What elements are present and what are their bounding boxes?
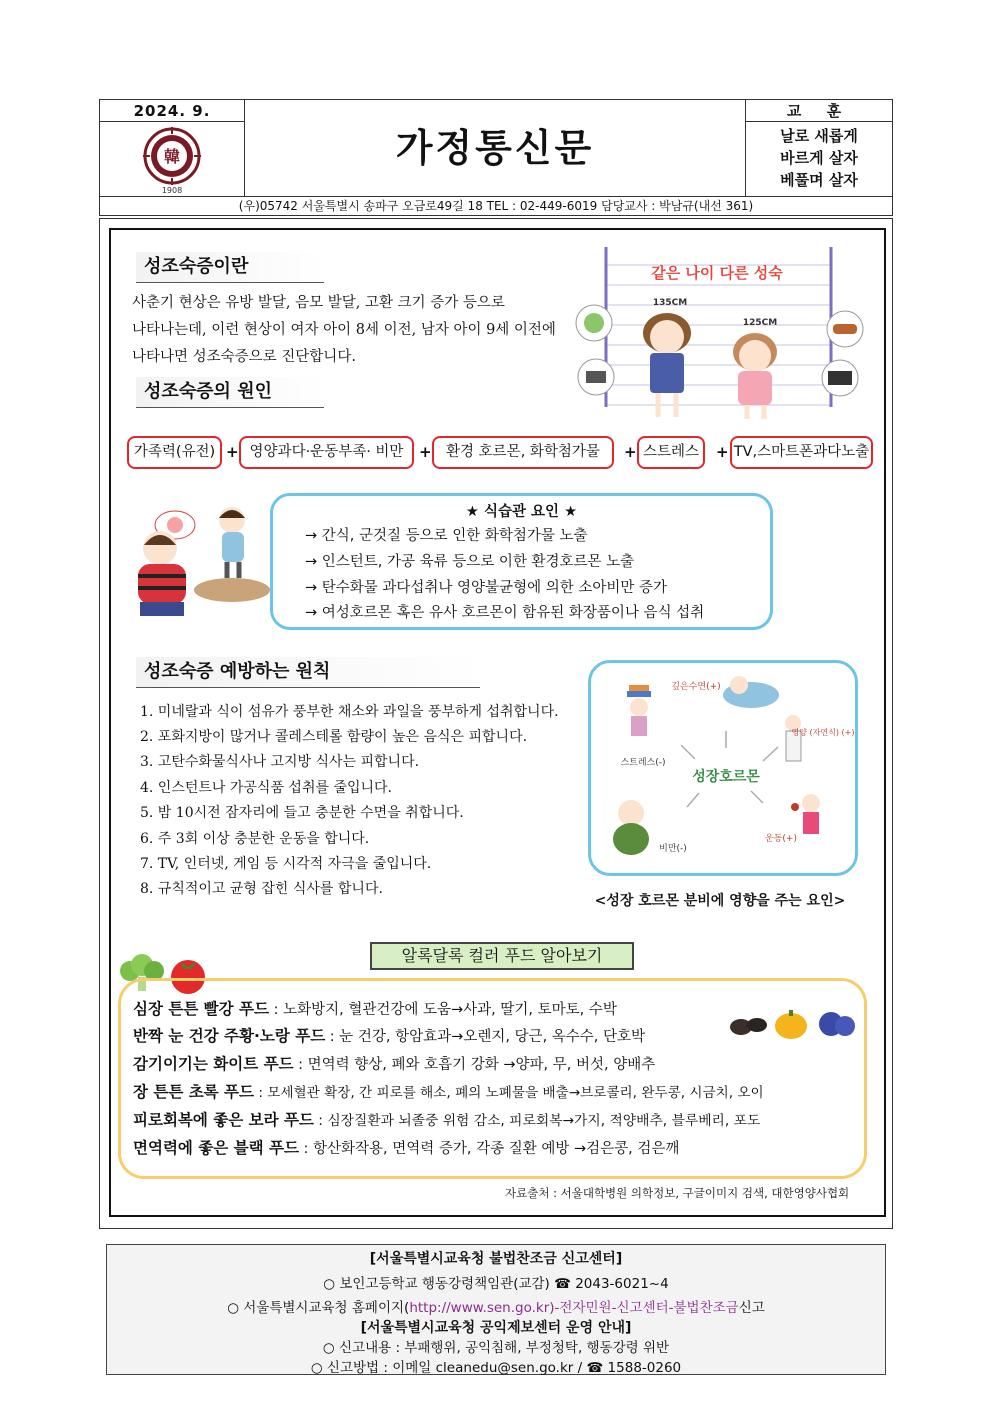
section-title-definition: 성조숙증이란 [136, 252, 324, 283]
height-label-right: 125CM [742, 318, 778, 328]
color-food-title: 알록달록 컬러 푸드 알아보기 [370, 942, 634, 970]
date: 2024. 9. [100, 100, 245, 122]
definition-text [132, 290, 572, 371]
source-credit: 자료출처 : 서울대학병원 의학정보, 구글이미지 검색, 대한영양사협회 [505, 1186, 850, 1200]
illustration-title: 같은 나이 다른 성숙 [651, 264, 783, 282]
section-title-prevention: 성조숙증 예방하는 원칙 [136, 657, 480, 688]
report-line: ○ 신고방법 : 이메일 cleanedu@sen.go.kr / ☎ 1588-0260 [310, 1360, 682, 1376]
report-title-donation: [서울특별시교육청 불법찬조금 신고센터] [369, 1251, 623, 1267]
prevention-rule: 4. 인스턴트나 가공식품 섭취를 줄입니다. [140, 780, 392, 796]
habit-item: → 인스턴트, 가공 육류 등으로 이한 환경호르몬 노출 [305, 554, 635, 570]
report-link[interactable]: http://www.sen.go.kr)-전자민원-신고센터-불법찬조금 [409, 1300, 739, 1316]
eating-kids-illustration [120, 490, 270, 630]
prevention-rule: 2. 포화지방이 많거나 콜레스테롤 함량이 높은 음식은 피합니다. [140, 729, 528, 745]
report-text: ○ 서울특별시교육청 홈페이지( [227, 1300, 410, 1316]
habit-item: → 탄수화물 과다섭취나 영양불균형에 의한 소아비만 증가 [305, 580, 667, 596]
growth-illustration [570, 245, 875, 425]
definition-line: 사춘기 현상은 유방 발달, 음모 발달, 고환 크기 증가 등으로 [132, 295, 505, 311]
diagram-center: 성장호르몬 [692, 769, 760, 785]
plus-sign: + [226, 443, 239, 461]
cause-environment-hormone: 환경 호르몬, 화학첨가물 [432, 436, 614, 469]
factor-sleep: 깊은수면(+) [671, 682, 721, 692]
diagram-caption: <성장 호르몬 분비에 영향을 주는 요인> [594, 893, 846, 909]
factor-obesity: 비만(-) [659, 844, 687, 854]
header-table [99, 99, 893, 216]
definition-line: 나타나는데, 이런 현상이 여자 아이 8세 이전, 남자 아이 9세 이전에 [132, 322, 556, 338]
definition-line: 나타나면 성조숙증으로 진단합니다. [132, 349, 356, 365]
stressed-kid-icon [627, 685, 651, 736]
report-line: ○ 신고내용 : 부패행위, 공익침해, 부정청탁, 행동강령 위반 [322, 1340, 670, 1356]
food-red [133, 997, 617, 1019]
habit-item: → 간식, 군것질 등으로 인한 화학첨가물 노출 [305, 528, 588, 544]
food-category: 반짝 눈 건강 주황·노랑 푸드 [133, 1027, 326, 1045]
food-white [133, 1052, 655, 1074]
motto-line: 베풀며 살자 [780, 171, 858, 189]
food-description: : 심장질환과 뇌졸중 위험 감소, 피로회복→가지, 적양배추, 블루베리, 포도 [313, 1113, 761, 1129]
svg-text:韓: 韓 [163, 147, 181, 166]
cause-tv-smartphone: TV,스마트폰과다노출 [730, 436, 873, 469]
food-description: : 노화방지, 혈관건강에 도움→사과, 딸기, 토마토, 수박 [268, 1002, 617, 1018]
plus-sign: + [716, 443, 729, 461]
food-description: : 눈 건강, 항암효과→오렌지, 당근, 옥수수, 단호박 [325, 1029, 646, 1045]
motto-label: 교 훈 [745, 100, 892, 122]
factor-exercise: 운동(+) [765, 834, 797, 844]
motto-line: 바르게 살자 [780, 149, 858, 167]
growth-hormone-diagram [588, 660, 858, 876]
factor-stress: 스트레스(-) [620, 758, 666, 768]
food-description: : 모세혈관 확장, 간 피로를 해소, 폐의 노폐물을 배출→브로콜리, 완두콩, 시금치, 오이 [254, 1085, 764, 1101]
page-title: 가정통신문 [395, 126, 595, 170]
food-category: 피로회복에 좋은 보라 푸드 [133, 1111, 314, 1129]
food-description: : 면역력 향상, 폐와 호흡기 강화 →양파, 무, 버섯, 양배추 [293, 1057, 656, 1073]
food-black [133, 1136, 679, 1158]
height-label-left: 135CM [652, 298, 688, 308]
section-title-causes: 성조숙증의 원인 [136, 377, 324, 408]
food-category: 심장 튼튼 빨강 푸드 [133, 1000, 269, 1018]
prevention-rule: 7. TV, 인터넷, 게임 등 시각적 자극을 줄입니다. [140, 856, 432, 872]
school-logo [100, 122, 245, 196]
report-line: ○ 보인고등학교 행동강령책임관(교감) ☎ 2043-6021~4 [323, 1276, 669, 1292]
plus-sign: + [624, 443, 637, 461]
report-text: 신고 [738, 1300, 765, 1316]
school-address: (우)05742 서울특별시 송파구 오금로49길 18 TEL : 02-449-6019 담당교사 : 박남규(내선 361) [100, 196, 892, 215]
prevention-rule: 3. 고탄수화물식사나 고지방 식사는 피합니다. [140, 754, 420, 770]
food-green [133, 1080, 764, 1102]
prevention-rule: 8. 규칙적이고 균형 잡힌 식사를 합니다. [140, 881, 383, 897]
food-description: : 항산화작용, 면역력 증가, 각종 질환 예방 →검은콩, 검은깨 [298, 1141, 680, 1157]
plus-sign: + [419, 443, 432, 461]
food-category: 면역력에 좋은 블랙 푸드 [133, 1139, 299, 1157]
food-category: 장 튼튼 초록 푸드 [133, 1083, 255, 1101]
prevention-rule: 1. 미네랄과 식이 섬유가 풍부한 채소와 과일을 풍부하게 섭취합니다. [140, 704, 559, 720]
motto-line: 날로 새롭게 [780, 127, 858, 145]
prevention-rule: 5. 밤 10시전 잠자리에 들고 충분한 수면을 취합니다. [140, 805, 464, 821]
habit-item: → 여성호르몬 혹은 유사 호르몬이 함유된 화장품이나 음식 섭취 [305, 605, 705, 621]
report-line-homepage [106, 1296, 886, 1316]
food-orange [133, 1024, 645, 1046]
obese-kid-icon [613, 800, 649, 855]
cause-nutrition-obesity: 영양과다·운동부족· 비만 [239, 436, 414, 469]
food-icons [727, 1007, 857, 1041]
food-purple [133, 1108, 760, 1130]
cause-stress: 스트레스 [637, 436, 705, 469]
factor-nutrition: 영양 (자연식) (+) [791, 728, 855, 737]
cause-family-history: 가족력(유전) [127, 436, 222, 469]
eating-habits-title: ★ 식습관 요인 ★ [465, 504, 578, 520]
svg-text:1908: 1908 [161, 186, 183, 195]
report-title-whistleblower: [서울특별시교육청 공익제보센터 운영 안내] [360, 1320, 632, 1336]
food-category: 감기이기는 화이트 푸드 [133, 1055, 294, 1073]
nutritionist-icon [785, 715, 801, 761]
school-motto [745, 122, 892, 196]
sleeping-kid-icon [723, 676, 779, 708]
exercising-kid-icon [791, 794, 820, 834]
prevention-rule: 6. 주 3회 이상 충분한 운동을 합니다. [140, 831, 370, 847]
